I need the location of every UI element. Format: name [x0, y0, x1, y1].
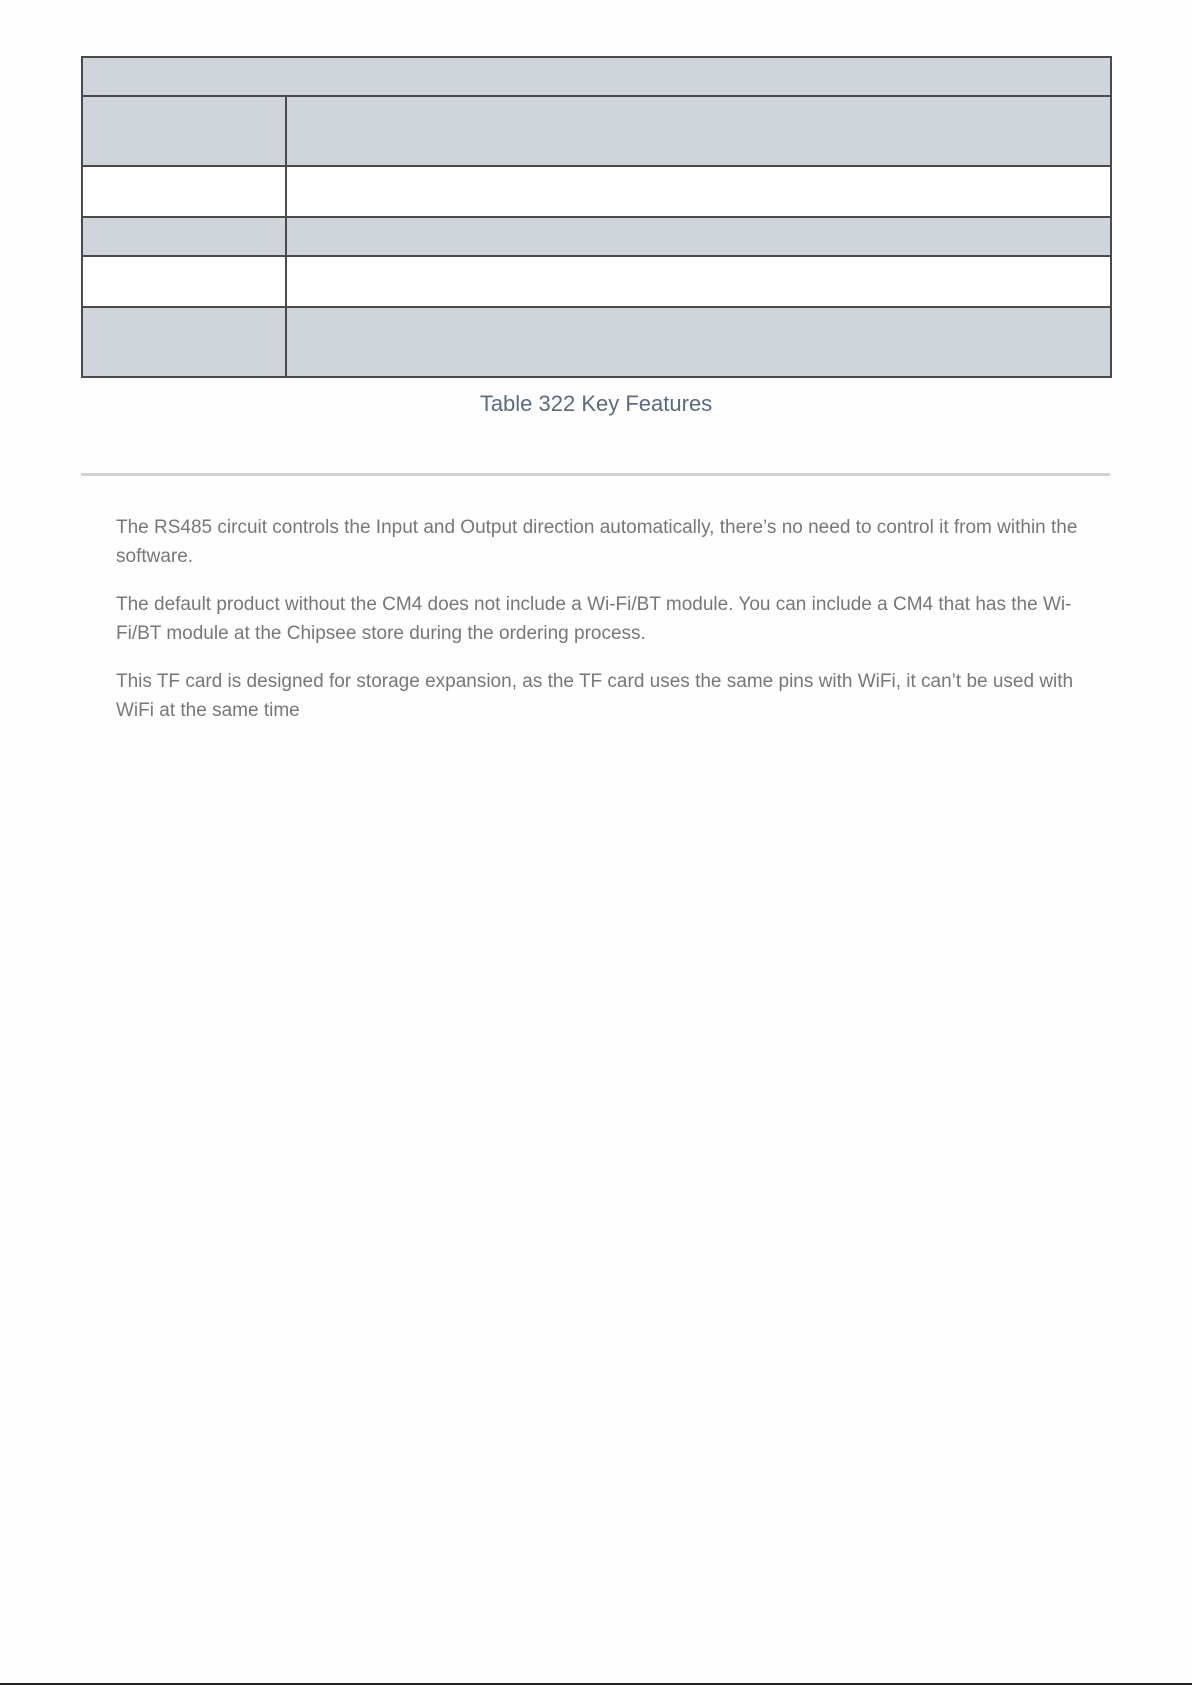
table-cell-value: [286, 166, 1111, 217]
table-header-row: [82, 57, 1111, 96]
table-row: [82, 256, 1111, 307]
table-cell-value: [286, 307, 1111, 377]
section-divider: [81, 473, 1110, 476]
notes-section: [116, 513, 1101, 744]
table-row: [82, 96, 1111, 166]
table-header-cell: [82, 57, 1111, 96]
note-wifi-bt: The default product without the CM4 does not include a Wi-Fi/BT module. You can include a CM4 that has the Wi-Fi/BT module at the Chipsee store during the ordering process.: [116, 594, 1072, 644]
table-row: [82, 307, 1111, 377]
table-cell-label: [82, 166, 286, 217]
table-row: [82, 166, 1111, 217]
table-caption: Table 322 Key Features: [479, 391, 713, 416]
key-features-table: [81, 56, 1112, 378]
note-rs485: The RS485 circuit controls the Input and Output direction automatically, there’s no need to control it from within the software.: [116, 517, 1078, 567]
note-tf-card: This TF card is designed for storage expansion, as the TF card uses the same pins with WiFi, it can’t be used with WiFi at the same time: [116, 671, 1074, 721]
table-cell-label: [82, 217, 286, 256]
table-cell-label: [82, 96, 286, 166]
table-cell-label: [82, 256, 286, 307]
table-cell-value: [286, 256, 1111, 307]
table-cell-label: [82, 307, 286, 377]
table-cell-value: [286, 217, 1111, 256]
table-cell-value: [286, 96, 1111, 166]
table-row: [82, 217, 1111, 256]
